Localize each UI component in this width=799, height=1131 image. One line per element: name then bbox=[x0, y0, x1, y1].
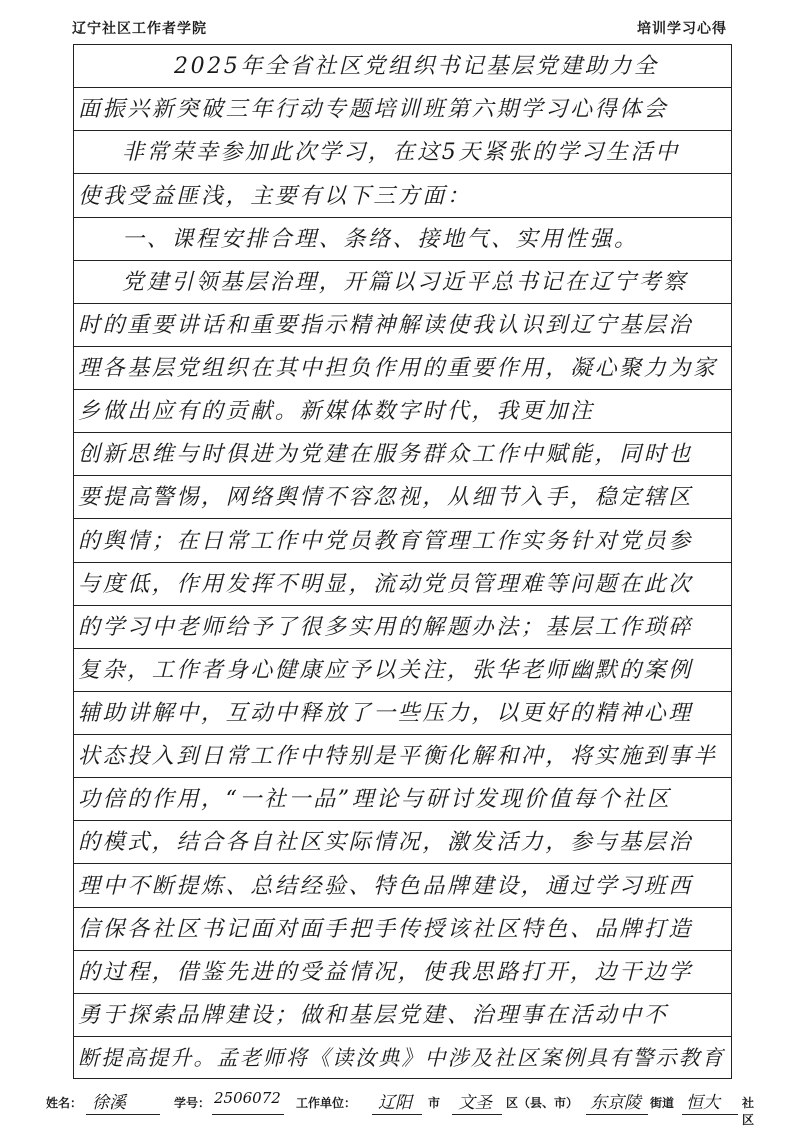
handwritten-line: 使我受益匪浅，主要有以下三方面： bbox=[78, 183, 472, 209]
ruled-line bbox=[73, 691, 731, 692]
document-type: 培训学习心得 bbox=[637, 21, 727, 37]
handwritten-line: 一、课程安排合理、条络、接地气、实用性强。 bbox=[122, 226, 639, 252]
handwritten-line: 创新思维与时俱进为党建在服务群众工作中赋能，同时也 bbox=[78, 442, 694, 468]
ruled-line bbox=[73, 130, 731, 131]
id-underline bbox=[212, 1114, 284, 1115]
handwritten-line: 的学习中老师给予了很多实用的解题办法；基层工作琐碎 bbox=[78, 614, 694, 640]
ruled-line bbox=[73, 562, 731, 563]
street-label: 街道 bbox=[650, 1096, 675, 1110]
district-label: 区（县、市） bbox=[506, 1096, 579, 1110]
page-header bbox=[0, 0, 799, 44]
right-margin-line bbox=[731, 44, 732, 1079]
district-underline bbox=[452, 1114, 502, 1115]
ruled-line bbox=[73, 734, 731, 735]
handwritten-line: 复杂，工作者身心健康应予以关注，张华老师幽默的案例 bbox=[78, 657, 694, 683]
ruled-line bbox=[73, 475, 731, 476]
ruled-line bbox=[73, 173, 731, 174]
work-unit-label: 工作单位： bbox=[296, 1096, 357, 1110]
ruled-line bbox=[73, 950, 731, 951]
id-value: 2506072 bbox=[214, 1089, 281, 1107]
handwritten-line: 与度低，作用发挥不明显，流动党员管理难等问题在此次 bbox=[78, 571, 694, 597]
ruled-line bbox=[73, 820, 731, 821]
footer-info bbox=[40, 1086, 760, 1127]
community-label: 社区 bbox=[742, 1096, 755, 1127]
ruled-line bbox=[73, 648, 731, 649]
handwritten-line: 2025年全省社区党组织书记基层党建助力全 bbox=[174, 54, 659, 80]
city-label: 市 bbox=[428, 1096, 441, 1110]
handwritten-line: 时的重要讲话和重要指示精神解读使我认识到辽宁基层治 bbox=[78, 312, 694, 338]
ruled-line bbox=[73, 1036, 731, 1037]
ruled-line bbox=[73, 907, 731, 908]
name-underline bbox=[86, 1114, 160, 1115]
street-value: 东京陵 bbox=[590, 1093, 641, 1113]
ruled-line bbox=[73, 605, 731, 606]
ruled-line bbox=[73, 260, 731, 261]
handwritten-line: 辅助讲解中，互动中释放了一些压力，以更好的精神心理 bbox=[78, 701, 694, 726]
handwritten-line: 断提高提升。孟老师将《读汝典》中涉及社区案例具有警示教育 bbox=[78, 1046, 725, 1070]
name-value: 徐溪 bbox=[92, 1093, 126, 1113]
ruled-line bbox=[73, 217, 731, 218]
handwritten-line: 面振兴新突破三年行动专题培训班第六期学习心得体会 bbox=[78, 97, 669, 123]
ruled-line bbox=[73, 777, 731, 778]
institution-name: 辽宁社区工作者学院 bbox=[72, 21, 207, 37]
handwritten-line: 要提高警惕，网络舆情不容忽视，从细节入手，稳定辖区 bbox=[78, 485, 694, 511]
id-label: 学号： bbox=[174, 1096, 211, 1110]
ruled-line bbox=[73, 389, 731, 390]
city-value: 辽阳 bbox=[378, 1093, 412, 1113]
handwritten-line: 状态投入到日常工作中特别是平衡化解和冲，将实施到事半 bbox=[78, 744, 718, 770]
handwritten-line: 理中不断提炼、总结经验、特色品牌建设，通过学习班西 bbox=[78, 873, 694, 899]
handwritten-line: 的过程，借鉴先进的受益情况，使我思路打开，边干边学 bbox=[78, 959, 694, 985]
handwritten-line: 理各基层党组织在其中担负作用的重要作用，凝心聚力为家 bbox=[78, 356, 718, 381]
ruled-line bbox=[73, 346, 731, 347]
ruled-line bbox=[73, 993, 731, 994]
name-label: 姓名： bbox=[46, 1096, 83, 1110]
city-underline bbox=[372, 1114, 422, 1115]
handwritten-line: 的舆情；在日常工作中党员教育管理工作实务针对党员参 bbox=[78, 528, 694, 554]
handwritten-line: 的模式，结合各自社区实际情况，激发活力，参与基层治 bbox=[78, 830, 694, 856]
ruled-line bbox=[73, 863, 731, 864]
handwritten-line: 勇于探索品牌建设；做和基层党建、治理事在活动中不 bbox=[78, 1002, 669, 1028]
ruled-line bbox=[73, 432, 731, 433]
community-underline bbox=[682, 1114, 738, 1115]
handwritten-line: 党建引领基层治理，开篇以习近平总书记在辽宁考察 bbox=[122, 269, 688, 295]
ruled-line bbox=[73, 518, 731, 519]
street-underline bbox=[586, 1114, 648, 1115]
ruled-line bbox=[73, 303, 731, 304]
ruled-line bbox=[73, 87, 731, 88]
handwritten-line: 信保各社区书记面对面手把手传授该社区特色、品牌打造 bbox=[78, 916, 694, 942]
handwritten-line: 非常荣幸参加此次学习，在这5天紧张的学习生活中 bbox=[122, 140, 680, 166]
district-value: 文圣 bbox=[458, 1093, 492, 1113]
handwritten-line: 功倍的作用，“一社一品”理论与研讨发现价值每个社区 bbox=[78, 787, 672, 813]
community-value: 恒大 bbox=[686, 1093, 720, 1113]
handwritten-line: 乡做出应有的贡献。新媒体数字时代，我更加注 bbox=[78, 399, 595, 425]
